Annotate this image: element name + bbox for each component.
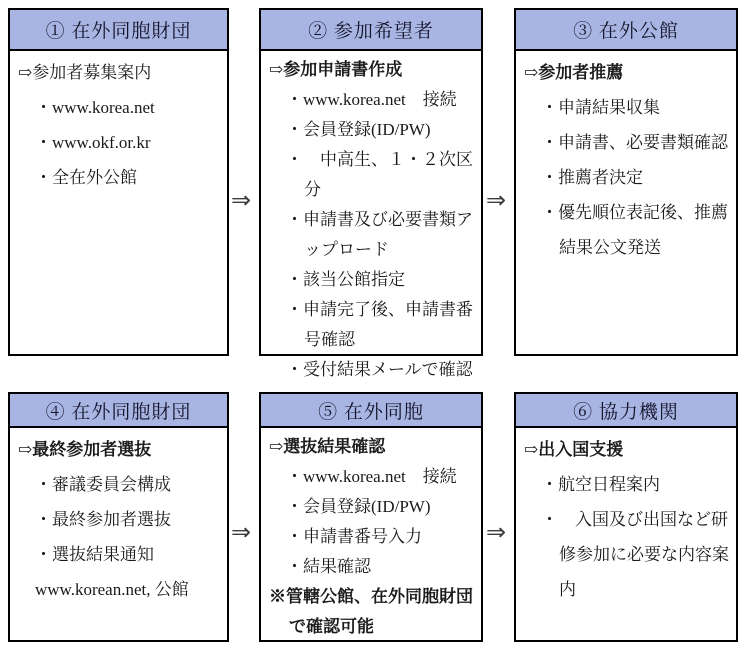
process-box-4-okf-foundation xyxy=(8,392,229,642)
box-body xyxy=(261,428,481,642)
body-line: ・ 中高生、１・２次区分 xyxy=(286,150,473,199)
body-line: ・ 入国及び出国など研修参加に必要な内容案内 xyxy=(541,510,729,599)
box-header: ③ 在外公館 xyxy=(516,10,736,51)
body-line: ・結果確認 xyxy=(286,557,371,576)
body-line: ・www.korea.net 接続 xyxy=(286,467,457,486)
body-line: ・航空日程案内 xyxy=(541,475,660,494)
process-box-1-okf-foundation xyxy=(8,8,229,356)
body-line: ⇨最終参加者選抜 xyxy=(18,440,152,459)
box-header: ⑤ 在外同胞 xyxy=(261,394,481,428)
body-line: ・申請完了後、申請書番号確認 xyxy=(286,300,473,349)
body-line: ・優先順位表記後、推薦結果公文発送 xyxy=(541,203,728,257)
body-line: www.korean.net, 公館 xyxy=(35,580,189,599)
box-body xyxy=(10,428,227,607)
box-body xyxy=(10,51,227,195)
body-line: ⇨参加者募集案内 xyxy=(18,63,152,82)
body-line: ・該当公館指定 xyxy=(286,270,405,289)
process-box-2-applicants xyxy=(259,8,483,379)
body-line: ・会員登録(ID/PW) xyxy=(286,120,431,139)
box-body xyxy=(516,51,736,265)
body-line: ・会員登録(ID/PW) xyxy=(286,497,431,516)
body-line: ⇨選抜結果確認 xyxy=(269,437,386,456)
box-body xyxy=(261,51,481,385)
body-line: ・受付結果メールで確認 xyxy=(286,360,473,379)
box-header: ④ 在外同胞財団 xyxy=(10,394,227,428)
body-line: ※管轄公館、在外同胞財団で確認可能 xyxy=(269,587,473,636)
box-body xyxy=(516,428,736,607)
body-line: ・申請書番号入力 xyxy=(286,527,422,546)
flow-arrow-right-icon: ⇒ xyxy=(486,186,507,214)
flow-arrow-right-icon: ⇒ xyxy=(231,186,252,214)
body-line: ⇨参加申請書作成 xyxy=(269,60,403,79)
body-line: ・www.okf.or.kr xyxy=(35,133,151,152)
body-line: ・最終参加者選抜 xyxy=(35,510,171,529)
flow-arrow-right-icon: ⇒ xyxy=(486,518,507,546)
box-header: ② 参加希望者 xyxy=(261,10,481,51)
process-box-3-overseas-missions xyxy=(514,8,738,356)
body-line: ・申請書、必要書類確認 xyxy=(541,133,728,152)
flow-arrow-right-icon: ⇒ xyxy=(231,518,252,546)
process-box-6-partner-organizations xyxy=(514,392,738,642)
body-line: ⇨出入国支援 xyxy=(524,440,624,459)
body-line: ・申請書及び必要書類アップロード xyxy=(286,210,473,259)
body-line: ・選抜結果通知 xyxy=(35,545,154,564)
body-line: ・審議委員会構成 xyxy=(35,475,171,494)
box-header: ⑥ 協力機関 xyxy=(516,394,736,428)
body-line: ・www.korea.net 接続 xyxy=(286,90,457,109)
body-line: ・www.korea.net xyxy=(35,98,155,117)
body-line: ・推薦者決定 xyxy=(541,168,643,187)
body-line: ・全在外公館 xyxy=(35,168,137,187)
body-line: ⇨参加者推薦 xyxy=(524,63,624,82)
process-box-5-overseas-koreans xyxy=(259,392,483,642)
body-line: ・申請結果収集 xyxy=(541,98,660,117)
box-header: ① 在外同胞財団 xyxy=(10,10,227,51)
